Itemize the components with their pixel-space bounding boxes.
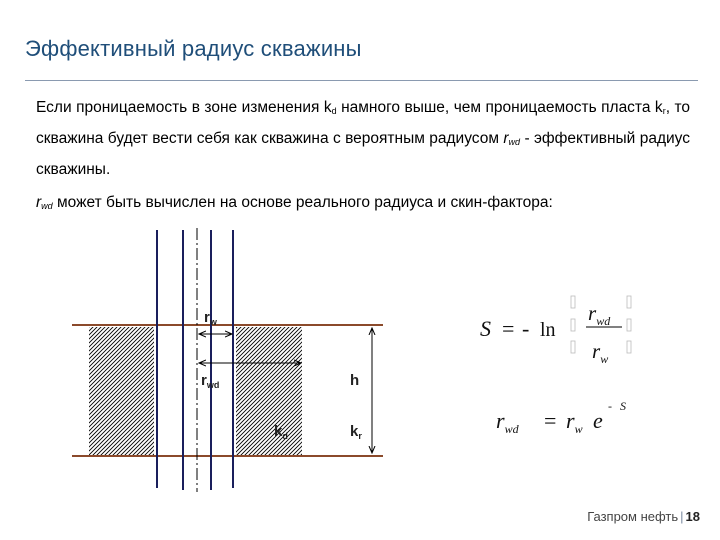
label-kr: $k_r$ [350,423,362,441]
para2-rwd-symbol: r [36,194,42,211]
para2-rwd-sub: wd [41,201,53,211]
altered-zone-left [89,327,154,455]
label-h: h [350,372,360,389]
f2-eq: = [544,408,557,433]
para1-rwd-sub: wd [508,137,521,147]
footer-company: Газпром нефть [587,509,679,524]
footer-separator: | [680,509,684,524]
f2-exp-S: S [620,399,626,413]
f1-minus: - [522,316,530,341]
para1-text-2: намного выше, чем проницаемость пласта k [336,99,663,116]
f2-exp-minus: - [608,399,612,413]
formula-effective-radius [496,399,626,436]
para1-text-3: , то скважина будет вести себя как скважина с вероятным радиусом [36,99,690,147]
para1-text-1: Если проницаемость в зоне изменения k [36,99,332,116]
label-rwd: $r_{wd}$ [201,372,220,390]
slide-title: Эффективный радиус скважины [25,36,362,61]
slide-footer [587,509,700,524]
para1-text-4: - эффективный радиус скважины. [36,130,690,178]
f1-den: $r_w$ [592,339,609,366]
f2-rw: $r_w$ [566,408,583,436]
f2-lhs: $r_{wd}$ [496,408,519,436]
para2-text: может быть вычислен на основе реального радиуса и скин-фактора: [52,194,553,211]
f2-e: e [593,408,603,433]
f1-S: S [480,316,491,341]
para1-sub-d: d [331,106,337,116]
f1-ln: ln [540,319,556,341]
f1-num: $r_{wd}$ [588,301,611,328]
formula-skin-factor [480,296,631,366]
altered-zone-right [236,327,302,455]
label-kd: $k_d$ [274,423,288,441]
para1-sub-r: r [662,106,666,116]
para1-rwd-symbol: r [503,130,509,147]
f1-eq: = [502,316,515,341]
page-number: 18 [685,509,700,524]
label-rw: $r_w$ [204,309,217,327]
